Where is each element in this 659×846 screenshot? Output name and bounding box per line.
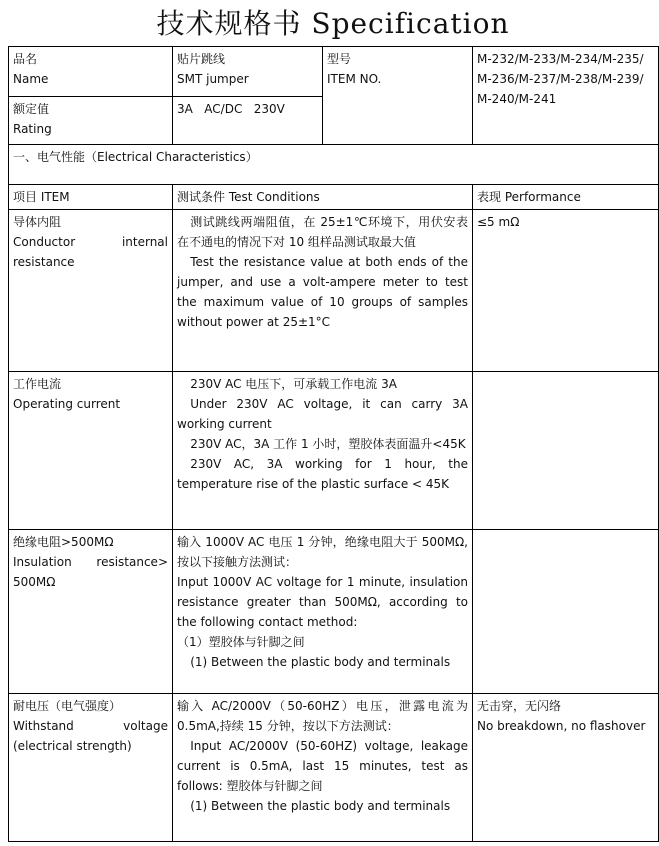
row-item-en-word-2: resistance> — [96, 555, 168, 569]
row-conditions-cell — [173, 210, 473, 372]
row-conditions-cell — [173, 372, 473, 530]
row-condition-en: Test the resistance value at both ends of the jumper, and use a volt-ampere meter to test the maximum value of 10 groups of samples without power at 25±1°C — [177, 255, 468, 329]
header-row-name — [9, 47, 659, 97]
table-row — [9, 694, 659, 842]
section-row — [9, 145, 659, 185]
row-condition-cn: 测试跳线两端阻值，在 25±1℃环境下，用伏安表在不通电的情况下对 10 组样品测试取最大值 — [177, 215, 468, 249]
model-value-line-3: M-240/M-241 — [477, 92, 557, 106]
column-header-item: 项目 ITEM — [9, 185, 173, 210]
name-value-en: SMT jumper — [177, 72, 249, 86]
section-title: 一、电气性能（Electrical Characteristics） — [9, 145, 659, 185]
row-conditions-cell — [173, 530, 473, 694]
row-condition-4: (1) Between the plastic body and terminals — [190, 655, 451, 669]
row-performance-en: No breakdown, no flashover — [477, 719, 646, 733]
row-item-cell — [9, 372, 173, 530]
name-value-cn: 贴片跳线 — [177, 52, 226, 66]
row-item-en-word-3: resistance — [13, 255, 75, 269]
model-label-en: ITEM NO. — [327, 72, 382, 86]
row-condition-1: 230V AC 电压下，可承载工作电流 3A — [190, 377, 397, 391]
row-performance-cn: 无击穿，无闪络 — [477, 699, 562, 713]
row-item-en-line — [13, 716, 168, 736]
model-label-cn: 型号 — [327, 52, 352, 66]
row-item-en-word-1: Conductor — [13, 235, 76, 249]
table-row — [9, 372, 659, 530]
row-item-cn: 工作电流 — [13, 377, 62, 391]
name-label-cell — [9, 47, 173, 97]
row-condition-3: 230V AC，3A 工作 1 小时，塑胶体表面温升<45K — [190, 437, 466, 451]
column-header-conditions: 测试条件 Test Conditions — [173, 185, 473, 210]
row-item-cell — [9, 210, 173, 372]
row-condition-3: (1) Between the plastic body and terminals — [190, 799, 451, 813]
rating-value-cell — [173, 97, 323, 145]
column-header-performance: 表现 Performance — [473, 185, 659, 210]
row-item-en-word-3: 500MΩ — [13, 575, 56, 589]
column-header-row — [9, 185, 659, 210]
page-title: 技术规格书 Specification — [156, 7, 510, 40]
name-label-en: Name — [13, 72, 49, 86]
row-condition-2: Input 1000V AC voltage for 1 minute, insulation resistance greater than 500MΩ, according to the following contact method: — [177, 575, 468, 629]
row-item-en-word-1: Insulation — [13, 555, 72, 569]
row-item-cn: 绝缘电阻>500MΩ — [13, 535, 114, 549]
row-condition-3: （1）塑胶体与针脚之间 — [177, 635, 305, 649]
table-row — [9, 210, 659, 372]
row-condition-4: 230V AC, 3A working for 1 hour, the temperature rise of the plastic surface < 45K — [177, 457, 468, 491]
table-row — [9, 530, 659, 694]
spec-table — [8, 46, 659, 842]
row-condition-2: Input AC/2000V (50-60HZ) voltage, leakage current is 0.5mA, last 15 minutes, test as follows: 塑胶体与针脚之间 — [177, 739, 468, 793]
row-item-en-word-2: voltage — [123, 719, 168, 733]
row-item-en-line — [13, 552, 168, 572]
row-item-cell — [9, 694, 173, 842]
name-label-cn: 品名 — [13, 52, 38, 66]
rating-label-en: Rating — [13, 122, 52, 136]
model-value-cell — [473, 47, 659, 145]
rating-label-cell — [9, 97, 173, 145]
row-performance-cell — [473, 372, 659, 530]
row-condition-2: Under 230V AC voltage, it can carry 3A working current — [177, 397, 468, 431]
row-condition-1: 输入 AC/2000V（50-60HZ）电压，泄露电流为 0.5mA,持续 15 分钟，按以下方法测试： — [177, 699, 468, 733]
model-value-line-2: M-236/M-237/M-238/M-239/ — [477, 72, 644, 86]
row-item-en: Operating current — [13, 397, 121, 411]
row-item-en-word-1: Withstand — [13, 719, 74, 733]
row-condition-1: 输入 1000V AC 电压 1 分钟，绝缘电阻大于 500MΩ,按以下接触方法测试： — [177, 535, 468, 569]
row-item-cn: 耐电压（电气强度） — [13, 699, 122, 713]
row-item-en-line — [13, 232, 168, 252]
rating-label-cn: 额定值 — [13, 102, 50, 116]
name-value-cell — [173, 47, 323, 97]
rating-value: 3A AC/DC 230V — [177, 102, 285, 116]
row-performance-cell — [473, 530, 659, 694]
model-value-line-1: M-232/M-233/M-234/M-235/ — [477, 52, 644, 66]
row-item-en-word-2: internal — [121, 235, 168, 249]
model-label-cell — [323, 47, 473, 145]
row-performance: ≤5 mΩ — [477, 215, 520, 229]
row-item-cell — [9, 530, 173, 694]
row-performance-cell — [473, 210, 659, 372]
row-item-cn: 导体内阻 — [13, 215, 62, 229]
row-conditions-cell — [173, 694, 473, 842]
row-item-en-word-3: (electrical strength) — [13, 739, 132, 753]
row-performance-cell — [473, 694, 659, 842]
